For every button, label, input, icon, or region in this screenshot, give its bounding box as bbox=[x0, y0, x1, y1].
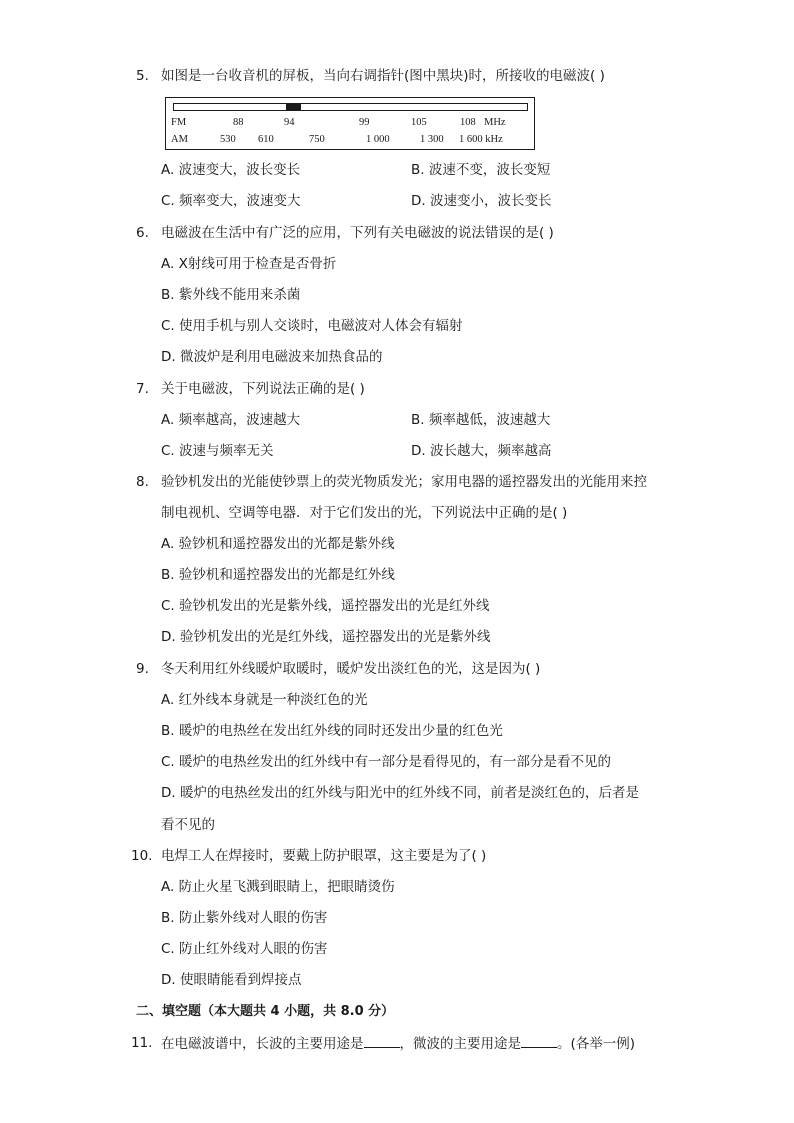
question-8-stem-line-2: 制电视机、空调等电器．对于它们发出的光，下列说法中正确的是( ) bbox=[161, 505, 568, 521]
question-5-option-a: A. 波速变大，波长变长 bbox=[161, 162, 301, 178]
am-tick: 1 300 bbox=[420, 134, 444, 145]
question-9-number: 9. bbox=[136, 661, 149, 677]
question-6-option-b: B. 紫外线不能用来杀菌 bbox=[161, 287, 301, 303]
question-11-text-part-2: ，微波的主要用途是 bbox=[399, 1036, 521, 1052]
question-5-number: 5. bbox=[136, 68, 149, 84]
answer-blank-2[interactable] bbox=[521, 1034, 557, 1048]
section-heading-fill-in: 二、填空题（本大题共 4 小题，共 8.0 分） bbox=[136, 1004, 395, 1019]
question-8-number: 8. bbox=[136, 474, 149, 490]
question-5-option-b: B. 波速不变，波长变短 bbox=[411, 162, 551, 178]
question-11-text-part-3: 。(各举一例) bbox=[557, 1036, 636, 1052]
question-5-option-d: D. 波速变小，波长变长 bbox=[411, 193, 552, 209]
question-7-stem: 关于电磁波，下列说法正确的是( ) bbox=[161, 381, 365, 397]
question-5-stem: 如图是一台收音机的屏板，当向右调指针(图中黑块)时，所接收的电磁波( ) bbox=[161, 68, 605, 84]
question-9-option-d: D. 暖炉的电热丝发出的红外线与阳光中的红外线不同，前者是淡红色的，后者是 bbox=[161, 785, 639, 801]
question-9-option-d-continued: 看不见的 bbox=[161, 817, 215, 833]
question-10-option-d: D. 使眼睛能看到焊接点 bbox=[161, 972, 302, 988]
am-label: AM bbox=[171, 134, 188, 145]
am-tick: 1 600 kHz bbox=[459, 134, 503, 145]
question-9-option-a: A. 红外线本身就是一种淡红色的光 bbox=[161, 692, 368, 708]
fm-unit: MHz bbox=[484, 117, 506, 128]
question-6-option-d: D. 微波炉是利用电磁波来加热食品的 bbox=[161, 349, 383, 365]
question-6-stem: 电磁波在生活中有广泛的应用，下列有关电磁波的说法错误的是( ) bbox=[161, 225, 554, 241]
am-tick: 1 000 bbox=[366, 134, 390, 145]
answer-blank-1[interactable] bbox=[364, 1034, 400, 1048]
question-5-option-c: C. 频率变大，波速变大 bbox=[161, 193, 301, 209]
question-10-number: 10. bbox=[131, 848, 153, 864]
fm-tick: 88 bbox=[233, 117, 244, 128]
radio-dial-figure bbox=[165, 97, 535, 150]
dial-pointer bbox=[286, 103, 301, 111]
question-10-stem: 电焊工人在焊接时，要戴上防护眼罩，这主要是为了( ) bbox=[161, 848, 487, 864]
question-8-stem-line-1: 验钞机发出的光能使钞票上的荧光物质发光；家用电器的遥控器发出的光能用来控 bbox=[161, 474, 647, 490]
am-tick: 530 bbox=[220, 134, 236, 145]
question-11-text-part-1: 在电磁波谱中，长波的主要用途是 bbox=[161, 1036, 364, 1052]
question-9-stem: 冬天利用红外线暖炉取暖时，暖炉发出淡红色的光，这是因为( ) bbox=[161, 661, 541, 677]
dial-track bbox=[173, 103, 528, 111]
fm-tick: 105 bbox=[411, 117, 427, 128]
fm-tick: 99 bbox=[359, 117, 370, 128]
question-8-option-c: C. 验钞机发出的光是紫外线，遥控器发出的光是红外线 bbox=[161, 598, 490, 614]
fm-label: FM bbox=[171, 117, 187, 128]
question-10-option-c: C. 防止红外线对人眼的伤害 bbox=[161, 941, 328, 957]
am-tick: 750 bbox=[309, 134, 325, 145]
question-9-option-b: B. 暖炉的电热丝在发出红外线的同时还发出少量的红色光 bbox=[161, 723, 503, 739]
question-7-option-a: A. 频率越高，波速越大 bbox=[161, 412, 301, 428]
question-11-number: 11. bbox=[131, 1035, 153, 1051]
question-8-option-a: A. 验钞机和遥控器发出的光都是紫外线 bbox=[161, 536, 395, 552]
question-7-option-c: C. 波速与频率无关 bbox=[161, 443, 274, 459]
question-6-option-a: A. X射线可用于检查是否骨折 bbox=[161, 256, 337, 272]
question-7-option-d: D. 波长越大，频率越高 bbox=[411, 443, 552, 459]
question-8-option-b: B. 验钞机和遥控器发出的光都是红外线 bbox=[161, 567, 395, 583]
question-11-stem bbox=[161, 1034, 635, 1053]
question-6-number: 6. bbox=[136, 225, 149, 241]
question-10-option-a: A. 防止火星飞溅到眼睛上，把眼睛烫伤 bbox=[161, 879, 395, 895]
am-tick: 610 bbox=[258, 134, 274, 145]
question-8-option-d: D. 验钞机发出的光是红外线，遥控器发出的光是紫外线 bbox=[161, 629, 491, 645]
question-7-number: 7. bbox=[136, 381, 149, 397]
question-7-option-b: B. 频率越低，波速越大 bbox=[411, 412, 551, 428]
fm-tick: 94 bbox=[284, 117, 295, 128]
question-10-option-b: B. 防止紫外线对人眼的伤害 bbox=[161, 910, 328, 926]
fm-tick: 108 bbox=[460, 117, 476, 128]
question-9-option-c: C. 暖炉的电热丝发出的红外线中有一部分是看得见的，有一部分是看不见的 bbox=[161, 754, 612, 770]
question-6-option-c: C. 使用手机与别人交谈时，电磁波对人体会有辐射 bbox=[161, 318, 463, 334]
